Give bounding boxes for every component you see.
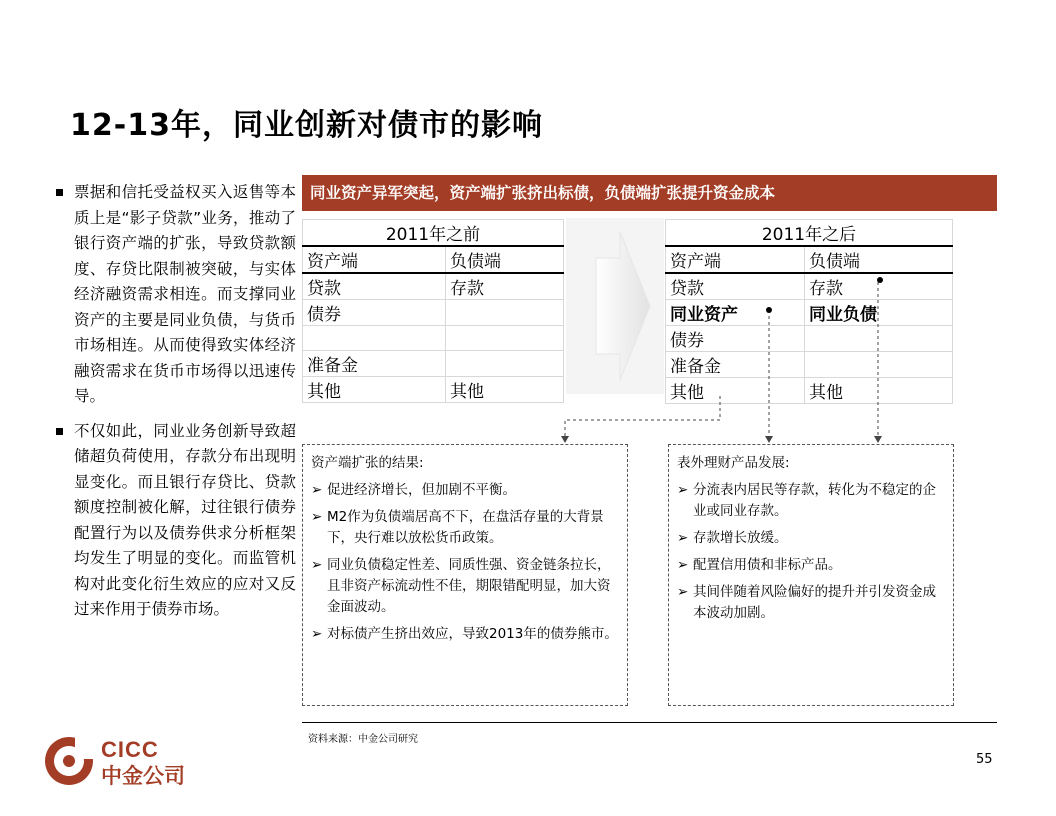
table-cell: 准备金: [303, 350, 446, 376]
table-cell: 其他: [446, 376, 564, 402]
arrow-bullet-icon: ➢: [311, 509, 323, 525]
list-item: ➢ 其间伴随着风险偏好的提升并引发资金成本波动加剧。: [677, 584, 936, 621]
offbalance-wealth-box: [668, 444, 954, 706]
arrow-bullet-icon: ➢: [677, 584, 689, 600]
table-cell: 准备金: [666, 352, 805, 378]
before-col-liab: 负债端: [446, 246, 564, 273]
asset-expansion-box: [302, 444, 628, 706]
table-cell: 其他: [666, 378, 805, 404]
logo-text-cn: 中金公司: [101, 764, 185, 788]
list-item: ➢ M2作为负债端居高不下，在盘活存量的大背景下，央行难以放松货币政策。: [311, 509, 604, 546]
headline-banner: 同业资产异军突起，资产端扩张挤出标债，负债端扩张提升资金成本: [302, 175, 997, 211]
table-cell: 贷款: [666, 273, 805, 300]
left-bullet-text: 不仅如此，同业业务创新导致超储超负荷使用，存款分布出现明显变化。而且银行存贷比、贷款额度控制被化解，过往银行债券配置行为以及债券供求分析框架均发生了明显的变化。而监管机构对此变化衍生效应的应对又反过来作用于债券市场。: [74, 421, 296, 618]
box-heading: 资产端扩张的结果:: [311, 455, 424, 471]
arrow-bullet-icon: ➢: [677, 557, 689, 573]
left-bullet-text: 票据和信托受益权买入返售等本质上是“影子贷款”业务，推动了银行资产端的扩张，导致贷款额度、存贷比限制被突破，与实体经济融资需求相连。而支撑同业资产的主要是同业负债，与货币市场相连。从而使得致实体经济融资需求在货币市场得以迅速传导。: [74, 183, 296, 405]
arrow-bullet-icon: ➢: [677, 530, 689, 546]
list-item: ➢ 对标债产生挤出效应，导致2013年的债券熊市。: [311, 624, 619, 645]
connector-dot: [877, 277, 883, 283]
page-title: 12-13年，同业创新对债市的影响: [70, 108, 543, 143]
box-heading: 表外理财产品发展:: [677, 455, 790, 471]
table-cell: 存款: [446, 273, 564, 300]
after-col-liab: 负债端: [805, 246, 953, 273]
list-item: ➢ 存款增长放缓。: [677, 528, 945, 549]
table-cell: 债券: [666, 326, 805, 352]
arrow-bullet-icon: ➢: [311, 626, 323, 642]
footer-divider: [302, 722, 997, 723]
arrow-bullet-icon: ➢: [311, 557, 323, 573]
list-item: ➢ 配置信用债和非标产品。: [677, 555, 945, 576]
arrow-bullet-icon: ➢: [311, 482, 323, 498]
before-header: 2011年之前: [303, 220, 564, 247]
logo-text-en: CICC: [101, 737, 159, 762]
table-cell: 同业资产: [666, 300, 805, 326]
list-item: ➢ 分流表内居民等存款，转化为不稳定的企业或同业存款。: [677, 482, 936, 519]
table-cell: 贷款: [303, 273, 446, 300]
connector-dot: [766, 307, 772, 313]
table-cell: 其他: [805, 378, 953, 404]
source-note: 资料来源：中金公司研究: [308, 734, 418, 745]
arrow-bullet-icon: ➢: [677, 482, 689, 498]
table-cell: 其他: [303, 376, 446, 402]
after-col-assets: 资产端: [666, 246, 805, 273]
after-header: 2011年之后: [666, 220, 953, 247]
page-number: 55: [976, 752, 993, 767]
table-cell: 存款: [805, 273, 953, 300]
list-item: ➢ 同业负债稳定性差、同质性强、资金链条拉长，且非资产标流动性不佳，期限错配明显，加大资金面波动。: [311, 557, 611, 615]
list-item: ➢ 促进经济增长，但加剧不平衡。: [311, 480, 619, 501]
before-col-assets: 资产端: [303, 246, 446, 273]
cicc-logo-icon: [42, 735, 98, 787]
table-cell: 同业负债: [805, 300, 953, 326]
table-cell: 债券: [303, 300, 446, 326]
